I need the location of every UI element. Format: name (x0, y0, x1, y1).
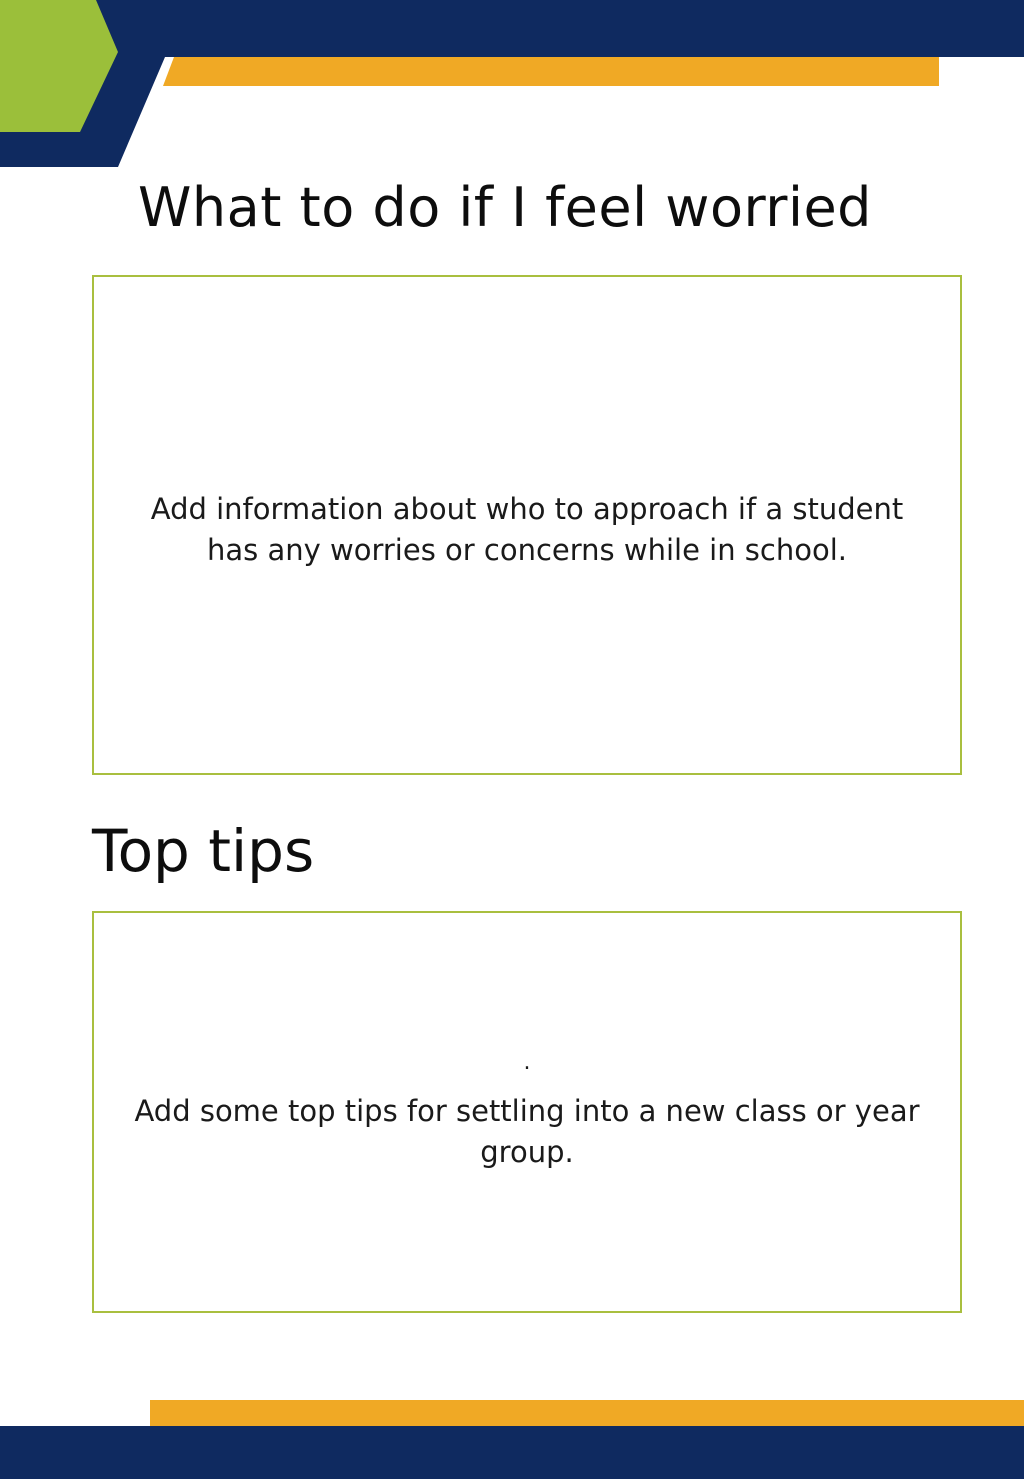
header-decoration (0, 0, 1024, 170)
worried-info-box (92, 275, 962, 775)
top-tips-text: Add some top tips for settling into a new class or year group. (134, 1094, 920, 1169)
footer-orange-stripe (150, 1400, 1024, 1428)
header-orange-stripe (163, 57, 939, 86)
worried-info-text: Add information about who to approach if a student has any worries or concerns while in school. (150, 492, 904, 567)
footer-navy-band (0, 1426, 1024, 1479)
top-tips-dot: . (523, 1050, 531, 1075)
top-tips-box (92, 911, 962, 1313)
footer-decoration (0, 1396, 1024, 1479)
worried-heading: What to do if I feel worried (138, 176, 872, 239)
top-tips-heading: Top tips (92, 817, 315, 885)
